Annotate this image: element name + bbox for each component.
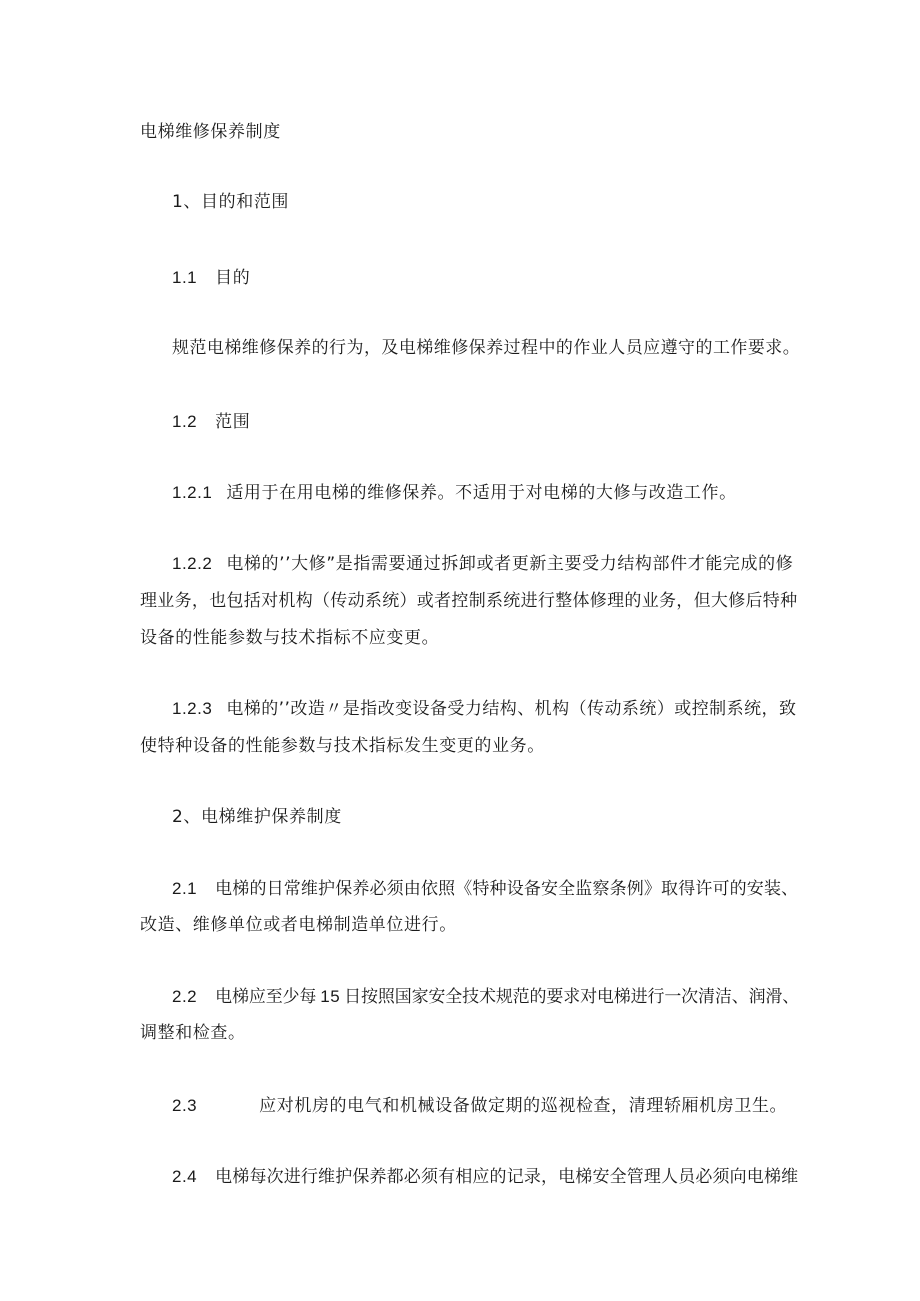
clause-text: 电梯的’’大修”是指需要通过拆卸或者更新主要受力结构部件才能完成的修 — [226, 554, 794, 574]
clause-text: 电梯的日常维护保养必须由依照《特种设备安全监察条例》取得许可的安装、 — [215, 879, 799, 899]
clause-text: 应对机房的电气和机械设备做定期的巡视检查，清理轿厢机房卫生。 — [259, 1096, 788, 1116]
section-title: 范围 — [215, 412, 251, 432]
clause-1-2-1 — [172, 481, 737, 505]
clause-1-2-3-line-2: 使特种设备的性能参数与技术指标发生变更的业务。 — [140, 736, 545, 756]
clause-2-2-line-2: 调整和检查。 — [140, 1023, 246, 1043]
section-1-2-heading — [172, 410, 250, 434]
document-title: 电梯维修保养制度 — [140, 122, 281, 142]
clause-1-2-2-line-2: 理业务，也包括对机构（传动系统）或者控制系统进行整体修理的业务，但大修后特种 — [140, 591, 798, 611]
clause-number: 1.2.3 — [172, 699, 213, 718]
section-1-1-body: 规范电梯维修保养的行为，及电梯维修保养过程中的作业人员应遵守的工作要求。 — [172, 338, 801, 358]
clause-number: 1.2.2 — [172, 554, 213, 573]
section-1-1-heading — [172, 266, 250, 290]
section-number: 1.1 — [172, 268, 198, 287]
clause-2-1-line-2: 改造、维修单位或者电梯制造单位进行。 — [140, 915, 457, 935]
clause-1-2-3-line-1 — [172, 697, 796, 721]
section-1-heading: 1、目的和范围 — [172, 192, 290, 212]
interval-days: 15 — [320, 987, 341, 1006]
clause-2-4-line-1 — [172, 1165, 798, 1189]
section-number: 1.2 — [172, 412, 198, 431]
clause-number: 2.4 — [172, 1167, 198, 1186]
clause-text: 电梯每次进行维护保养都必须有相应的记录，电梯安全管理人员必须向电梯维 — [215, 1167, 799, 1187]
clause-text: 电梯的’’改造〃是指改变设备受力结构、机构（传动系统）或控制系统，致 — [226, 699, 797, 719]
clause-number: 2.3 — [172, 1096, 198, 1115]
clause-text: 电梯应至少每 — [215, 987, 317, 1007]
section-title: 目的 — [215, 268, 251, 288]
clause-2-1-line-1 — [172, 877, 798, 901]
clause-number: 2.2 — [172, 987, 198, 1006]
clause-text: 适用于在用电梯的维修保养。不适用于对电梯的大修与改造工作。 — [226, 483, 737, 503]
clause-1-2-2-line-1 — [172, 552, 793, 576]
clause-2-3 — [172, 1094, 787, 1118]
clause-number: 2.1 — [172, 879, 198, 898]
section-2-heading: 2、电梯维护保养制度 — [172, 807, 342, 827]
clause-number: 1.2.1 — [172, 483, 213, 502]
clause-2-2-line-1 — [172, 985, 799, 1009]
clause-text: 日按照国家安全技术规范的要求对电梯进行一次清洁、润滑、 — [344, 987, 800, 1007]
clause-1-2-2-line-3: 设备的性能参数与技术指标不应变更。 — [140, 628, 440, 648]
